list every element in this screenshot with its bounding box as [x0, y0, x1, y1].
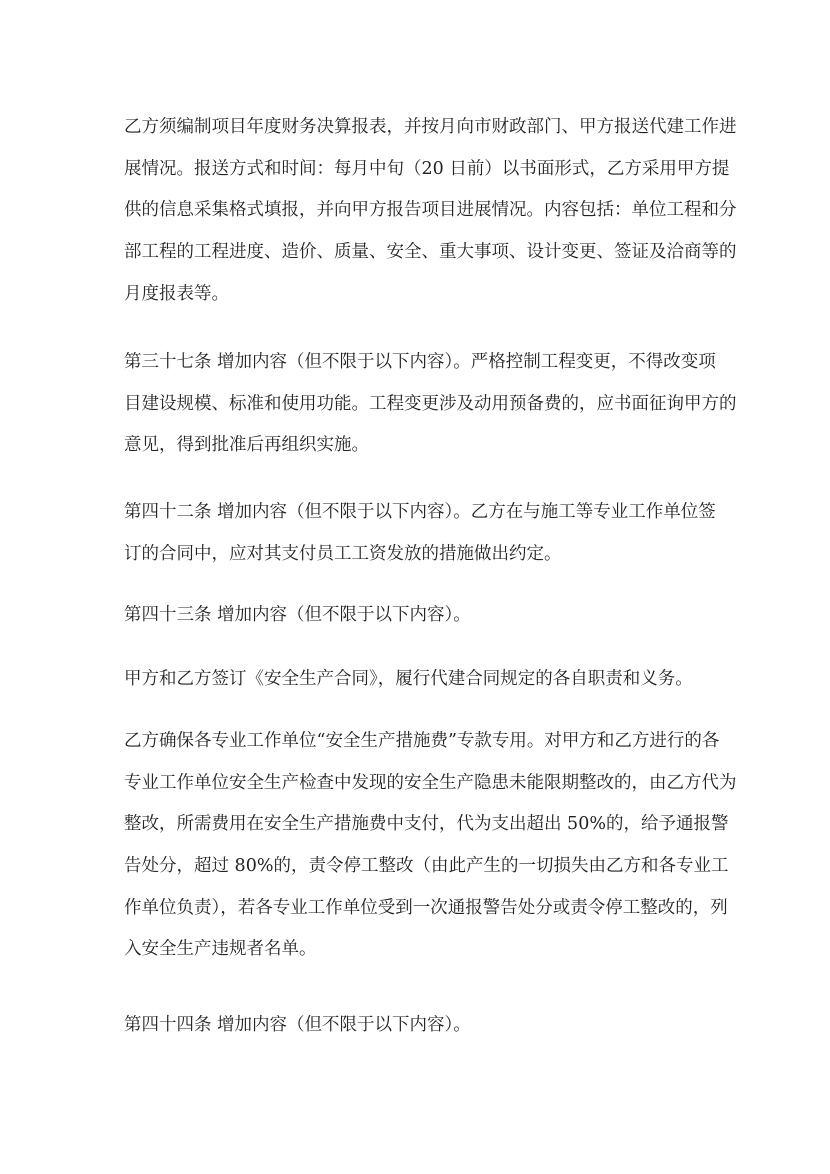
text-line: 乙方确保各专业工作单位“安全生产措施费”专款专用。对甲方和乙方进行的各	[124, 731, 720, 751]
text-line: 整改，所需费用在安全生产措施费中支付，代为支出超出 50%的，给予通报警	[124, 814, 729, 835]
text-line: 供的信息采集格式填报，并向甲方报告项目进展情况。内容包括：单位工程和分	[124, 200, 737, 221]
text-line: 订的合同中，应对其支付员工工资发放的措施做出约定。	[124, 543, 562, 564]
text-line: 入安全生产违规者名单。	[124, 939, 317, 960]
text-line: 月度报表等。	[124, 283, 229, 304]
text-line: 第四十二条 增加内容（但不限于以下内容）。乙方在与施工等专业工作单位签	[124, 502, 716, 522]
paragraph-article-44	[124, 1005, 712, 1047]
text-line: 甲方和乙方签订《安全生产合同》，履行代建合同规定的各自职责和义务。	[124, 669, 693, 689]
text-line: 展情况。报送方式和时间：每月中旬（20 日前）以书面形式，乙方采用甲方提	[124, 158, 730, 179]
text-line: 部工程的工程进度、造价、质量、安全、重大事项、设计变更、签证及洽商等的	[124, 242, 737, 263]
text-line: 作单位负责），若各专业工作单位受到一次通报警告处分或责令停工整改的，列	[124, 897, 728, 918]
paragraph-safety-fee	[124, 721, 737, 971]
text-line: 专业工作单位安全生产检查中发现的安全生产隐患未能限期整改的，由乙方代为	[124, 772, 737, 793]
paragraph-1	[124, 107, 737, 315]
text-line: 第三十七条 增加内容（但不限于以下内容）。严格控制工程变更，不得改变项	[124, 352, 716, 372]
text-line: 第四十三条 增加内容（但不限于以下内容）。	[124, 605, 471, 625]
paragraph-article-37	[124, 342, 737, 467]
text-line: 意见，得到批准后再组织实施。	[124, 435, 369, 456]
paragraph-article-42	[124, 492, 716, 575]
text-line: 第四十四条 增加内容（但不限于以下内容）。	[124, 1015, 471, 1035]
paragraph-safety-contract	[124, 659, 712, 701]
text-line: 告处分，超过 80%的，责令停工整改（由此产生的一切损失由乙方和各专业工	[124, 856, 729, 877]
text-line: 乙方须编制项目年度财务决算报表，并按月向市财政部门、甲方报送代建工作进	[124, 117, 737, 137]
paragraph-article-43	[124, 595, 712, 637]
text-line: 目建设规模、标准和使用功能。工程变更涉及动用预备费的，应书面征询甲方的	[124, 393, 737, 414]
